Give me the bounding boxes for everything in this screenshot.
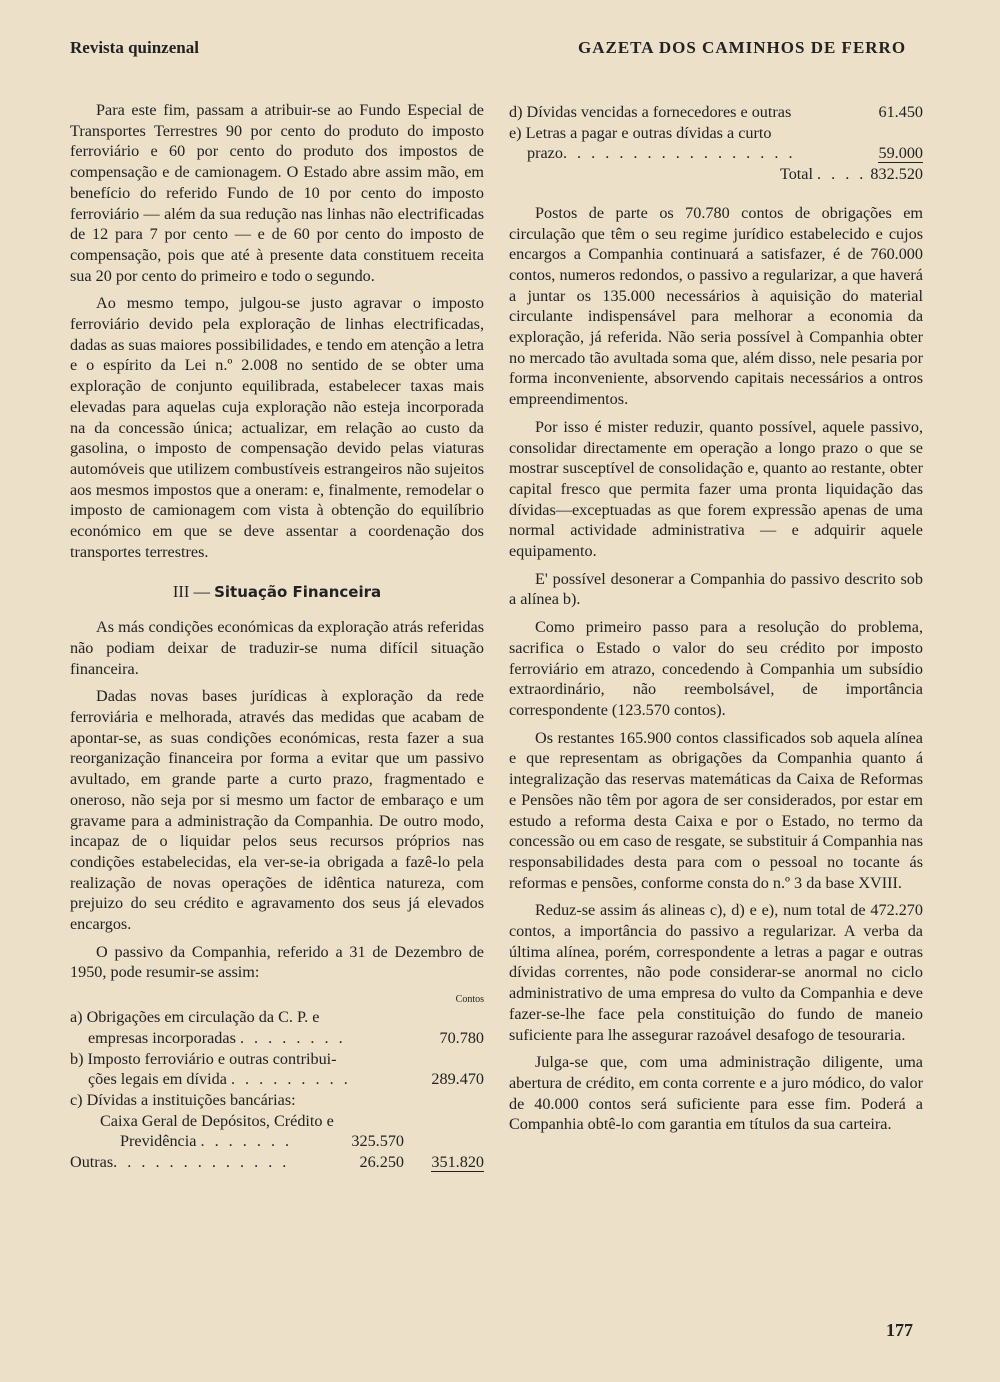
item-b-line1: b) Imposto ferroviário e outras contribui- (70, 1049, 337, 1068)
section-title: Situação Financeira (214, 583, 382, 602)
section-number: III — (172, 582, 210, 602)
total-value: 832.520 (870, 165, 923, 184)
leader-dots: . . . . . . . . . . . . . . . . . (562, 144, 796, 163)
paragraph: Para este fim, passam a atribuir-se ao Fundo Especial de Transportes Terrestres 90 por cento do produto do imposto ferroviário e 60 por cento do produto dos impostos de compensação e de camionagem. O Estado abre assim mão, em benefício do referido Fundo de 10 por cento do imposto ferroviário — além da sua redução nas linhas não electrificadas de 12 para 7 por cento — e de 60 por cento do imposto de compensação, pois que até à presente data constituem receita sua 20 por cento do primeiro e todo o segundo. (70, 101, 484, 285)
paragraph: Julga-se que, com uma administração diligente, uma abertura de crédito, em conta corrente e a juro módico, do valor de 40.000 contos será suficiente para esse fim. Poderá a Companhia obtê-lo com garantia em títulos da sua carteira. (509, 1053, 923, 1134)
left-column (70, 100, 484, 1173)
paragraph: Reduz-se assim ás alineas c), d) e e), num total de 472.270 contos, a importância do passivo a regularizar. A verba da última alínea, porém, correspondente a letras a pagar e outras dívidas correntes, não pode considerar-se anormal no ciclo administrativo de uma empresa do vulto da Companhia e deve fazer-se-lhe face pela constituição do fundo de maneio suficiente para lhe assegurar razoável desafogo de tesouraria. (509, 901, 923, 1044)
item-e-row (509, 143, 923, 164)
item-e-label: prazo (527, 144, 563, 163)
item-c-sub2-value: 26.250 (359, 1153, 404, 1172)
item-c-sub1-row (70, 1131, 484, 1152)
paragraph: Os restantes 165.900 contos classificados sob aquela alínea e que representam as obrigações da Companhia quanto á integralização das reservas matemáticas da Caixa de Reformas e Pensões não têm por agora de ser considerados, por estar em estudo a reforma desta Caixa e por o Estado, no termo da concessão ou em caso de resgate, se substituir á Companhia nas responsabilidades desta para com o pessoal no tocante ás reformas e pensões, conforme consta do n.º 3 da base XVIII. (509, 728, 923, 892)
page-number: 177 (886, 1320, 913, 1340)
item-a-row (70, 1028, 484, 1049)
item-a-label: empresas incorporadas (88, 1028, 236, 1047)
item-b-label: ções legais em dívida (88, 1070, 227, 1089)
paragraph: Dadas novas bases jurídicas à exploração da rede ferroviária e melhorada, através das medidas que acabam de apontar-se, as suas condições económicas, resta fazer a sua reorganização financeira por forma a evitar que um passivo avultado, em grande parte a curto prazo, fragmentado e oneroso, não seja por si mesmo um factor de embaraço e um gravame para a administração da Companhia. De outro modo, incapaz de o liquidar pelos seus recursos próprios nas condições estabelecidas, ela ver-se-ia obrigada a fazê-lo pela realização de novas operações de idêntica natureza, com prejuizo do seu crédito e agravamento dos seus já elevados encargos. (70, 687, 484, 934)
item-c-total: 351.820 (431, 1153, 484, 1172)
paragraph: As más condições económicas da exploração atrás referidas não podiam deixar de traduzir-se numa difícil situação financeira. (70, 618, 484, 678)
item-a-value: 70.780 (439, 1028, 484, 1047)
total-row (509, 164, 923, 185)
item-a-line1: a) Obrigações em circulação da C. P. e (70, 1008, 320, 1027)
header-publication: Revista quinzenal (70, 38, 199, 57)
leader-dots: . . . . (817, 165, 867, 184)
total-label: Total (779, 165, 813, 184)
right-column (509, 102, 923, 1142)
leader-dots: . . . . . . . . . . . . . (113, 1153, 290, 1172)
section-heading (70, 582, 484, 603)
item-b-row (70, 1069, 484, 1090)
paragraph: E' possível desonerar a Companhia do passivo descrito sob a alínea b). (509, 569, 923, 609)
item-d-value: 61.450 (878, 103, 923, 121)
paragraph: O passivo da Companhia, referido a 31 de Dezembro de 1950, pode resumir-se assim: (70, 942, 484, 982)
header-journal-title: GAZETA DOS CAMINHOS DE FERRO (578, 38, 907, 57)
leader-dots: . . . . . . . . (239, 1028, 346, 1047)
paragraph: Ao mesmo tempo, julgou-se justo agravar o imposto ferroviário devido pela exploração de linhas electrificadas, dadas as suas maiores possibilidades, e tendo em atenção a letra e o espírito da Lei n.º 2.008 no sentido de se obter uma exploração de conjunto equilibrada, estabelecer taxas mais elevadas para aquelas cuja exploração não esteja incorporada na da concessão única; actualizar, em relação ao custo da gasolina, o imposto de compensação devido pelas viaturas automóveis que utilizem combustíveis estrangeiros não sujeitos aos mesmos impostos que a oneram: e, finalmente, remodelar o imposto de camionagem com vista à obtenção do equilíbrio económico em que se deve assentar a coordenação dos transportes terrestres. (70, 294, 484, 561)
leader-dots: . . . . . . . . . (230, 1070, 351, 1089)
item-e-line1: e) Letras a pagar e outras dívidas a curto (509, 123, 772, 142)
item-c-sub2-label: Outras (70, 1153, 114, 1172)
item-c-sub1-value: 325.570 (351, 1132, 404, 1151)
item-b-value: 289.470 (431, 1070, 484, 1089)
item-d-label: d) Dívidas vencidas a fornecedores e outras (509, 103, 792, 121)
item-e-value: 59.000 (878, 144, 923, 163)
paragraph: Como primeiro passo para a resolução do problema, sacrifica o Estado o valor do seu crédito por imposto ferroviário em atrazo, concedendo à Companhia um subsídio extraordinário, não reembolsável, de importância correspondente (123.570 contos). (509, 618, 923, 719)
paragraph: Postos de parte os 70.780 contos de obrigações em circulação que têm o seu regime jurídico estabelecido e cujos encargos a Companhia continuará a satisfazer, é de 760.000 contos, numeros redondos, o passivo a regularizar, a que haverá a juntar os 135.000 necessários à aquisição do material circulante indispensável para melhorar a economia da exploração, já referida. Não seria possível à Companhia obter no mercado tão avultada soma que, além disso, nele pesaria por forma inconveniente, absorvendo capitais necessários a ontros empreendimentos. (509, 203, 923, 409)
contos-column-label: Contos (455, 994, 484, 1006)
liabilities-table-continued (509, 102, 923, 185)
paragraph: Por isso é mister reduzir, quanto possível, aquele passivo, consolidar directamente em operação a longo prazo o que se mostrar susceptível de consolidação e, quanto ao restante, obter capital fresco que permita fazer uma pronta liquidação das dívidas—exceptuadas as que forem expressão apenas de uma normal actividade administrativa — e adquirir aquele equipamento. (509, 417, 923, 561)
item-c-sub1-label: Previdência (120, 1132, 197, 1151)
liabilities-table (70, 1007, 484, 1173)
item-c-sub1-line1: Caixa Geral de Depósitos, Crédito e (100, 1111, 334, 1130)
item-d-row (509, 102, 923, 123)
leader-dots: . . . . . . . (200, 1132, 293, 1151)
item-c-line1: c) Dívidas a instituições bancárias: (70, 1090, 296, 1109)
item-c-sub2-row (70, 1152, 484, 1173)
